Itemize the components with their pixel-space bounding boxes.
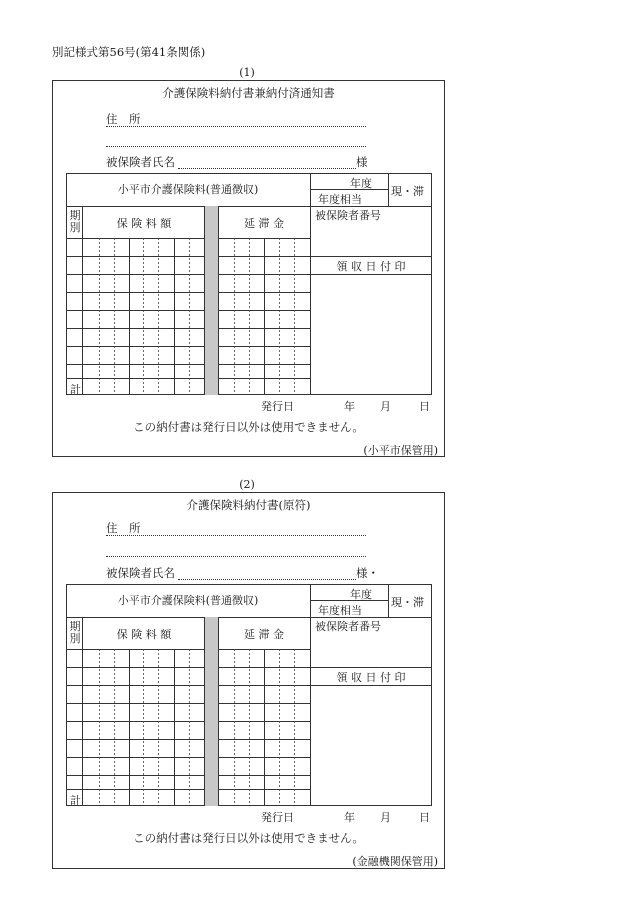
insured-name-line[interactable]	[178, 168, 356, 169]
fiscal-year-equiv-label: 年度相当	[318, 604, 362, 617]
insured-name-line[interactable]	[178, 579, 356, 580]
address-label: 住 所	[106, 521, 141, 535]
form-reference: 別記様式第56号(第41条関係)	[52, 45, 206, 59]
form-title: 介護保険料納付書(原符)	[186, 498, 311, 512]
period-label: 期別	[69, 620, 81, 645]
payment-slip-city-copy	[52, 80, 445, 457]
year-unit: 年	[344, 400, 355, 413]
status-label: 現・滞	[391, 596, 424, 609]
month-unit: 月	[380, 400, 391, 413]
total-label: 計	[70, 383, 81, 396]
form-number: (1)	[239, 66, 255, 79]
address-line-2[interactable]	[106, 556, 366, 557]
day-unit: 日	[419, 400, 430, 413]
premium-amount-label: 保 険 料 額	[116, 217, 172, 230]
premium-amount-label: 保 険 料 額	[116, 628, 172, 641]
insured-number-label: 被保険者番号	[315, 209, 381, 222]
address-line-1[interactable]	[106, 535, 366, 536]
insured-name-label: 被保険者氏名	[106, 566, 175, 580]
keeper-label: (小平市保管用)	[363, 444, 438, 457]
receipt-stamp-label: 領 収 日 付 印	[336, 260, 406, 273]
receipt-stamp-label: 領 収 日 付 印	[336, 671, 406, 684]
usage-notice: この納付書は発行日以外は使用できません。	[133, 831, 364, 845]
insured-number-label: 被保険者番号	[315, 620, 381, 633]
premium-title: 小平市介護保険料(普通徴収)	[117, 183, 259, 196]
issue-date-label: 発行日	[261, 400, 294, 413]
premium-title: 小平市介護保険料(普通徴収)	[117, 594, 259, 607]
insured-name-label: 被保険者氏名	[106, 155, 175, 169]
address-line-2[interactable]	[106, 146, 366, 147]
payment-slip-bank-copy	[52, 492, 445, 869]
day-unit: 日	[419, 811, 430, 824]
issue-date-label: 発行日	[261, 811, 294, 824]
usage-notice: この納付書は発行日以外は使用できません。	[133, 420, 364, 434]
fiscal-year-equiv-label: 年度相当	[318, 193, 362, 206]
keeper-label: (金融機関保管用)	[352, 855, 438, 868]
late-fee-label: 延 滞 金	[244, 628, 284, 641]
period-label: 期別	[69, 209, 81, 234]
total-label: 計	[70, 794, 81, 807]
address-label: 住 所	[106, 112, 141, 126]
year-unit: 年	[344, 811, 355, 824]
address-line-1[interactable]	[106, 126, 366, 127]
form-title: 介護保険料納付書兼納付済通知書	[162, 86, 335, 100]
form-number: (2)	[239, 478, 255, 491]
month-unit: 月	[380, 811, 391, 824]
fiscal-year-label: 年度	[350, 588, 372, 601]
fiscal-year-label: 年度	[350, 177, 372, 190]
status-label: 現・滞	[391, 185, 424, 198]
honorific: 様	[356, 155, 368, 169]
late-fee-label: 延 滞 金	[244, 217, 284, 230]
honorific: 様・	[356, 566, 379, 580]
